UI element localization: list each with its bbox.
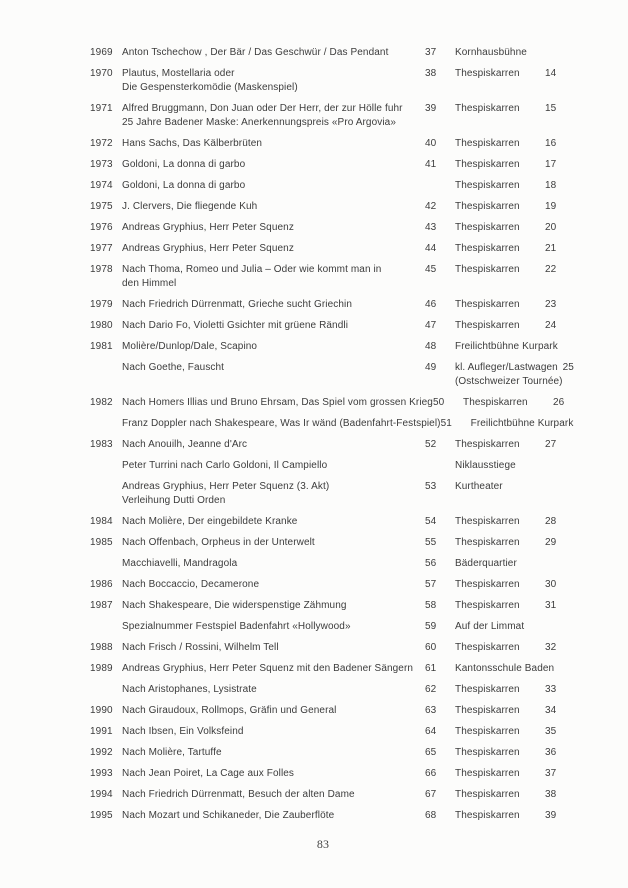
- performance-number-cell: 60: [425, 642, 437, 653]
- year-cell: 1990: [90, 705, 113, 716]
- title-cell: Hans Sachs, Das Kälberbrüten: [122, 138, 263, 149]
- year-cell: 1986: [90, 579, 113, 590]
- table-row: [90, 809, 574, 823]
- title-cell: Andreas Gryphius, Herr Peter Squenz mit den Badener Sängern: [122, 663, 414, 674]
- table-row: [90, 417, 574, 431]
- venue-cell: Thespiskarren: [455, 103, 520, 114]
- venue-cell: Thespiskarren: [455, 180, 520, 191]
- year-cell: 1993: [90, 768, 113, 779]
- year-cell: 1987: [90, 600, 113, 611]
- year-cell: 1969: [90, 47, 113, 58]
- venue-cell: kl. Aufleger/Lastwagen (Ostschweizer Tournée): [455, 362, 563, 387]
- wagen-number-cell: 23: [545, 299, 557, 310]
- wagen-number-cell: 28: [545, 516, 557, 527]
- venue-cell: Thespiskarren: [455, 810, 520, 821]
- performance-number-cell: 50: [432, 397, 445, 408]
- table-row: [90, 396, 574, 410]
- table-row: [90, 67, 574, 95]
- table-row: [90, 263, 574, 291]
- year-cell: 1983: [90, 439, 113, 450]
- title-cell: Franz Doppler nach Shakespeare, Was Ir wänd (Badenfahrt-Festspiel): [122, 418, 441, 429]
- performance-number-cell: 40: [425, 138, 437, 149]
- title-cell: Nach Anouilh, Jeanne d'Arc: [122, 439, 248, 450]
- performance-number-cell: 44: [425, 243, 437, 254]
- table-row: [90, 683, 574, 697]
- year-cell: 1972: [90, 138, 113, 149]
- title-cell: Nach Ibsen, Ein Volksfeind: [122, 726, 244, 737]
- venue-cell: Thespiskarren: [455, 201, 520, 212]
- wagen-number-cell: 14: [545, 68, 557, 79]
- performance-number-cell: 54: [425, 516, 437, 527]
- table-row: [90, 641, 574, 655]
- title-cell: Nach Offenbach, Orpheus in der Unterwelt: [122, 537, 315, 548]
- table-row: [90, 179, 574, 193]
- table-row: [90, 578, 574, 592]
- performance-number-cell: 58: [425, 600, 437, 611]
- title-cell: Molière/Dunlop/Dale, Scapino: [122, 341, 258, 352]
- title-cell: Nach Goethe, Fauscht: [122, 362, 225, 373]
- venue-cell: Thespiskarren: [462, 397, 528, 408]
- production-list: [90, 46, 574, 830]
- title-cell: Anton Tschechow , Der Bär / Das Geschwür / Das Pendant: [122, 47, 389, 58]
- wagen-number-cell: 20: [545, 222, 557, 233]
- table-row: [90, 746, 574, 760]
- year-cell: 1971: [90, 103, 113, 114]
- table-row: [90, 242, 574, 256]
- venue-cell: Bäderquartier: [455, 558, 517, 569]
- year-cell: 1976: [90, 222, 113, 233]
- title-cell: Nach Thoma, Romeo und Julia – Oder wie kommt man in den Himmel: [122, 264, 382, 289]
- venue-cell: Thespiskarren: [455, 516, 520, 527]
- performance-number-cell: 68: [425, 810, 437, 821]
- performance-number-cell: 48: [425, 341, 437, 352]
- table-row: [90, 459, 574, 473]
- performance-number-cell: 47: [425, 320, 437, 331]
- title-cell: Nach Jean Poiret, La Cage aux Folles: [122, 768, 295, 779]
- title-cell: Plautus, Mostellaria oder Die Gespensterkomödie (Maskenspiel): [122, 68, 298, 93]
- venue-cell: Thespiskarren: [455, 705, 520, 716]
- venue-cell: Thespiskarren: [455, 68, 520, 79]
- year-cell: 1991: [90, 726, 113, 737]
- performance-number-cell: 64: [425, 726, 437, 737]
- venue-cell: Thespiskarren: [455, 684, 520, 695]
- performance-number-cell: 38: [425, 68, 437, 79]
- wagen-number-cell: 31: [545, 600, 557, 611]
- year-cell: 1985: [90, 537, 113, 548]
- wagen-number-cell: 24: [545, 320, 557, 331]
- year-cell: 1981: [90, 341, 113, 352]
- table-row: [90, 340, 574, 354]
- wagen-number-cell: 27: [545, 439, 557, 450]
- performance-number-cell: 61: [425, 663, 437, 674]
- title-cell: Nach Dario Fo, Violetti Gsichter mit grüene Rändli: [122, 320, 349, 331]
- performance-number-cell: 43: [425, 222, 437, 233]
- performance-number-cell: 53: [425, 481, 437, 492]
- table-row: [90, 46, 574, 60]
- wagen-number-cell: 22: [545, 264, 557, 275]
- venue-cell: Thespiskarren: [455, 537, 520, 548]
- wagen-number-cell: 35: [545, 726, 557, 737]
- performance-number-cell: 39: [425, 103, 437, 114]
- wagen-number-cell: 30: [545, 579, 557, 590]
- title-cell: Nach Molière, Tartuffe: [122, 747, 222, 758]
- table-row: [90, 200, 574, 214]
- performance-number-cell: 62: [425, 684, 437, 695]
- table-row: [90, 298, 574, 312]
- year-cell: 1989: [90, 663, 113, 674]
- table-row: [90, 620, 574, 634]
- performance-number-cell: 67: [425, 789, 437, 800]
- wagen-number-cell: 32: [545, 642, 557, 653]
- title-cell: Peter Turrini nach Carlo Goldoni, Il Campiello: [122, 460, 328, 471]
- title-cell: Andreas Gryphius, Herr Peter Squenz: [122, 222, 294, 233]
- table-row: [90, 319, 574, 333]
- venue-cell: Thespiskarren: [455, 768, 520, 779]
- year-cell: 1979: [90, 299, 113, 310]
- year-cell: 1973: [90, 159, 113, 170]
- performance-number-cell: 49: [425, 362, 437, 373]
- year-cell: 1988: [90, 642, 113, 653]
- performance-number-cell: 37: [425, 47, 437, 58]
- title-cell: Goldoni, La donna di garbo: [122, 159, 246, 170]
- performance-number-cell: 56: [425, 558, 437, 569]
- title-cell: Nach Homers Illias und Bruno Ehrsam, Das Spiel vom grossen Krieg: [122, 397, 433, 408]
- title-cell: J. Clervers, Die fliegende Kuh: [122, 201, 258, 212]
- title-cell: Alfred Bruggmann, Don Juan oder Der Herr, der zur Hölle fuhr 25 Jahre Badener Maske: Anerkennungspreis «Pro Argovia»: [122, 103, 403, 128]
- table-row: [90, 704, 574, 718]
- year-cell: 1980: [90, 320, 113, 331]
- wagen-number-cell: 38: [545, 789, 557, 800]
- table-row: [90, 158, 574, 172]
- title-cell: Nach Shakespeare, Die widerspenstige Zähmung: [122, 600, 347, 611]
- wagen-number-cell: 17: [545, 159, 557, 170]
- table-row: [90, 480, 574, 508]
- year-cell: 1970: [90, 68, 113, 79]
- venue-cell: Kurtheater: [455, 481, 503, 492]
- venue-cell: Freilichtbühne Kurpark: [455, 341, 558, 352]
- table-row: [90, 599, 574, 613]
- year-cell: 1995: [90, 810, 113, 821]
- table-row: [90, 725, 574, 739]
- table-row: [90, 438, 574, 452]
- title-cell: Nach Aristophanes, Lysistrate: [122, 684, 257, 695]
- table-row: [90, 361, 574, 389]
- venue-cell: Thespiskarren: [455, 243, 520, 254]
- performance-number-cell: 57: [425, 579, 437, 590]
- table-row: [90, 788, 574, 802]
- performance-number-cell: 45: [425, 264, 437, 275]
- venue-cell: Thespiskarren: [455, 159, 520, 170]
- wagen-number-cell: 19: [545, 201, 557, 212]
- title-cell: Andreas Gryphius, Herr Peter Squenz: [122, 243, 294, 254]
- title-cell: Nach Friedrich Dürrenmatt, Besuch der alten Dame: [122, 789, 355, 800]
- performance-number-cell: 66: [425, 768, 437, 779]
- venue-cell: Thespiskarren: [455, 222, 520, 233]
- table-row: [90, 137, 574, 151]
- venue-cell: Auf der Limmat: [455, 621, 525, 632]
- year-cell: 1977: [90, 243, 113, 254]
- venue-cell: Kantonsschule Baden: [455, 663, 555, 674]
- year-cell: 1975: [90, 201, 113, 212]
- wagen-number-cell: 37: [545, 768, 557, 779]
- venue-cell: Freilichtbühne Kurpark: [470, 418, 574, 429]
- wagen-number-cell: 36: [545, 747, 557, 758]
- title-cell: Nach Friedrich Dürrenmatt, Grieche sucht Griechin: [122, 299, 352, 310]
- venue-cell: Thespiskarren: [455, 138, 520, 149]
- title-cell: Goldoni, La donna di garbo: [122, 180, 246, 191]
- venue-cell: Thespiskarren: [455, 320, 520, 331]
- performance-number-cell: 65: [425, 747, 437, 758]
- table-row: [90, 515, 574, 529]
- year-cell: 1978: [90, 264, 113, 275]
- performance-number-cell: 42: [425, 201, 437, 212]
- wagen-number-cell: 15: [545, 103, 557, 114]
- title-cell: Nach Frisch / Rossini, Wilhelm Tell: [122, 642, 279, 653]
- table-row: [90, 102, 574, 130]
- wagen-number-cell: 34: [545, 705, 557, 716]
- venue-cell: Thespiskarren: [455, 726, 520, 737]
- title-cell: Nach Boccaccio, Decamerone: [122, 579, 260, 590]
- wagen-number-cell: 18: [545, 180, 557, 191]
- performance-number-cell: 63: [425, 705, 437, 716]
- table-row: [90, 221, 574, 235]
- year-cell: 1992: [90, 747, 113, 758]
- wagen-number-cell: 33: [545, 684, 557, 695]
- performance-number-cell: 51: [440, 418, 452, 429]
- venue-cell: Kornhausbühne: [455, 47, 527, 58]
- table-row: [90, 767, 574, 781]
- wagen-number-cell: 16: [545, 138, 557, 149]
- page-number: 83: [316, 837, 330, 851]
- table-row: [90, 557, 574, 571]
- wagen-number-cell: 39: [545, 810, 557, 821]
- performance-number-cell: 41: [425, 159, 437, 170]
- table-row: [90, 536, 574, 550]
- year-cell: 1974: [90, 180, 113, 191]
- performance-number-cell: 55: [425, 537, 437, 548]
- venue-cell: Thespiskarren: [455, 747, 520, 758]
- title-cell: Macchiavelli, Mandragola: [122, 558, 238, 569]
- venue-cell: Thespiskarren: [455, 264, 520, 275]
- title-cell: Nach Molière, Der eingebildete Kranke: [122, 516, 298, 527]
- wagen-number-cell: 29: [545, 537, 557, 548]
- venue-cell: Thespiskarren: [455, 439, 520, 450]
- venue-cell: Thespiskarren: [455, 299, 520, 310]
- title-cell: Andreas Gryphius, Herr Peter Squenz (3. Akt) Verleihung Dutti Orden: [122, 481, 330, 506]
- title-cell: Spezialnummer Festspiel Badenfahrt «Hollywood»: [122, 621, 351, 632]
- performance-number-cell: 59: [425, 621, 437, 632]
- wagen-number-cell: 21: [545, 243, 557, 254]
- year-cell: 1984: [90, 516, 113, 527]
- venue-cell: Thespiskarren: [455, 642, 520, 653]
- venue-cell: Thespiskarren: [455, 579, 520, 590]
- wagen-number-cell: 26: [552, 397, 565, 408]
- title-cell: Nach Giraudoux, Rollmops, Gräfin und General: [122, 705, 337, 716]
- performance-number-cell: 52: [425, 439, 437, 450]
- performance-number-cell: 46: [425, 299, 437, 310]
- venue-cell: Thespiskarren: [455, 789, 520, 800]
- venue-cell: Niklausstiege: [455, 460, 516, 471]
- year-cell: 1982: [90, 397, 113, 408]
- table-row: [90, 662, 574, 676]
- title-cell: Nach Mozart und Schikaneder, Die Zauberflöte: [122, 810, 335, 821]
- wagen-number-cell: 25: [562, 362, 574, 373]
- venue-cell: Thespiskarren: [455, 600, 520, 611]
- year-cell: 1994: [90, 789, 113, 800]
